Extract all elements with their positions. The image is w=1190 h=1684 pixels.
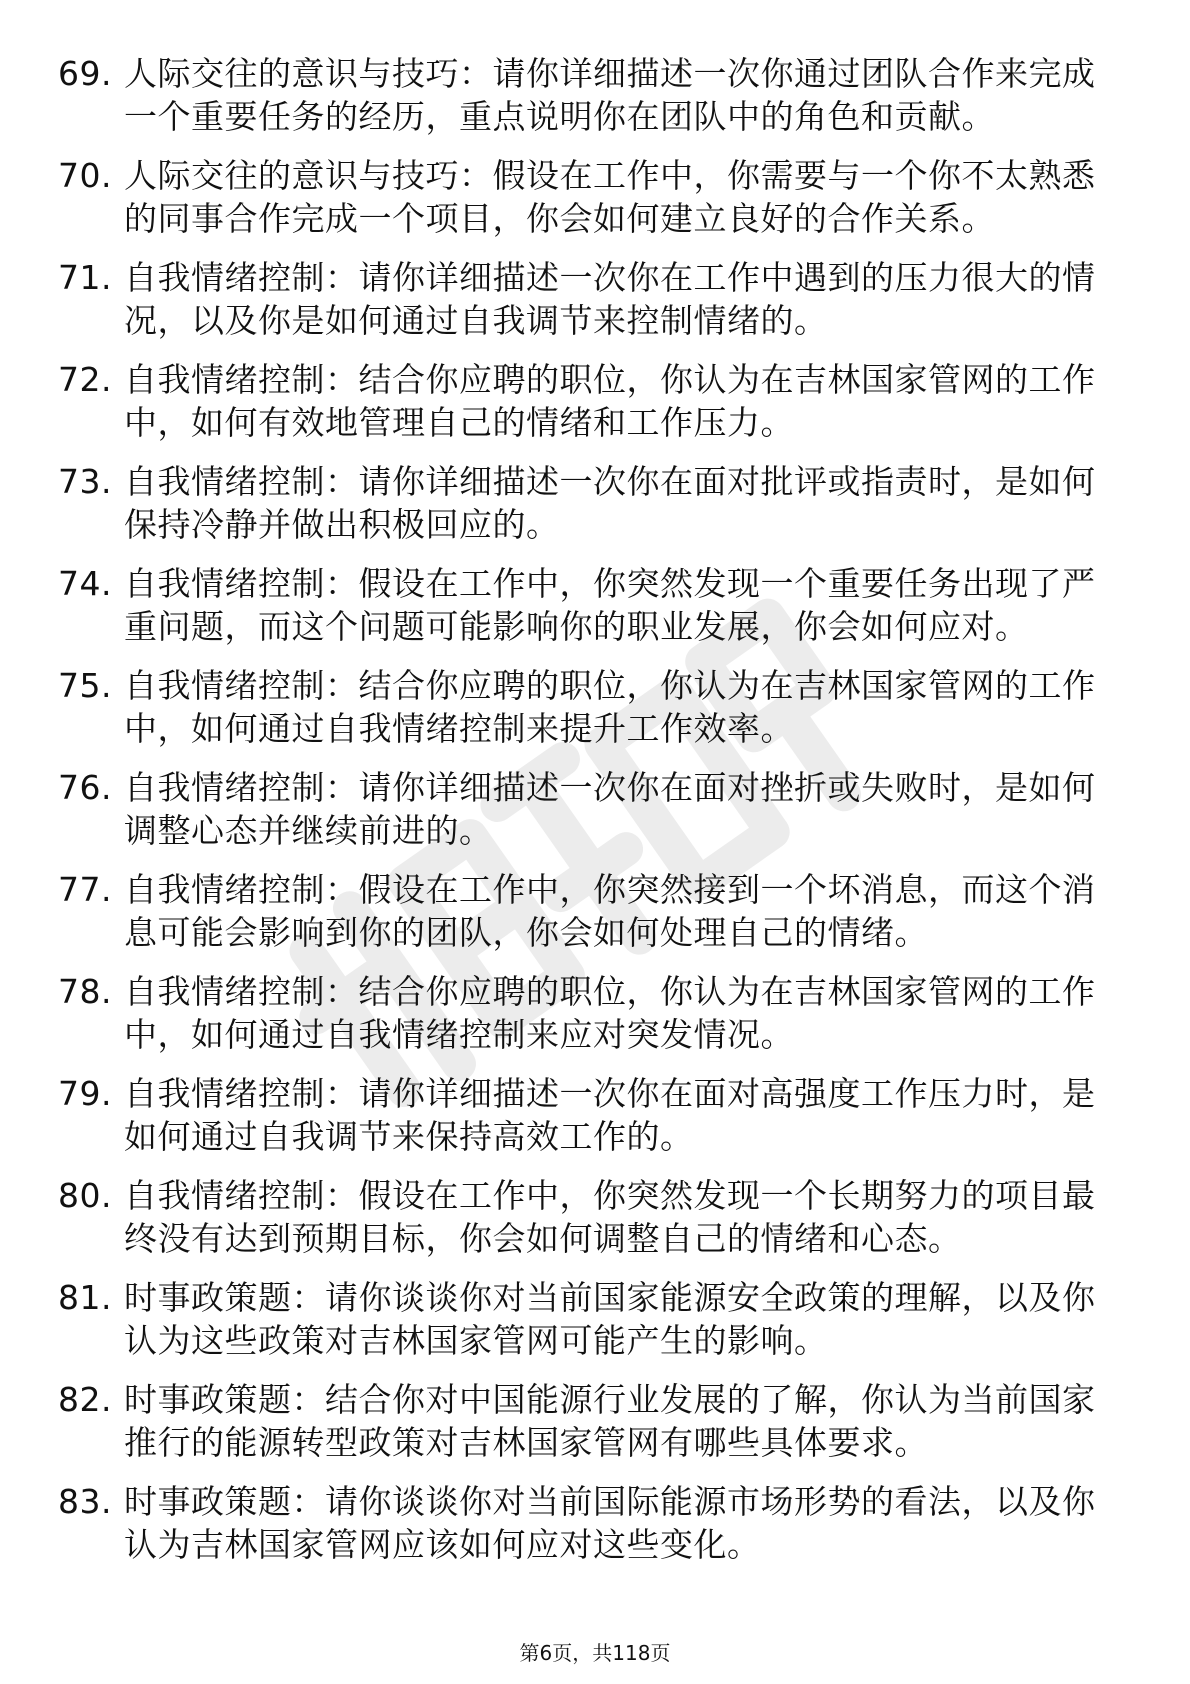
question-item-83 xyxy=(58,1480,1118,1566)
question-item-74 xyxy=(58,562,1118,648)
question-number: 76. xyxy=(58,768,112,807)
question-text: 时事政策题：结合你对中国能源行业发展的了解，你认为当前国家推行的能源转型政策对吉林国家管网有哪些具体要求。 xyxy=(124,1380,1096,1462)
question-text: 自我情绪控制：结合你应聘的职位，你认为在吉林国家管网的工作中，如何通过自我情绪控制来提升工作效率。 xyxy=(124,666,1096,748)
question-list xyxy=(58,52,1118,1582)
question-text: 自我情绪控制：假设在工作中，你突然发现一个重要任务出现了严重问题，而这个问题可能影响你的职业发展，你会如何应对。 xyxy=(124,564,1096,646)
question-number: 82. xyxy=(58,1380,112,1419)
question-number: 80. xyxy=(58,1176,112,1215)
question-number: 70. xyxy=(58,156,112,195)
question-text: 自我情绪控制：请你详细描述一次你在面对挫折或失败时，是如何调整心态并继续前进的。 xyxy=(124,768,1096,850)
question-number: 71. xyxy=(58,258,112,297)
question-item-80 xyxy=(58,1174,1118,1260)
question-item-79 xyxy=(58,1072,1118,1158)
question-text: 人际交往的意识与技巧：假设在工作中，你需要与一个你不太熟悉的同事合作完成一个项目，你会如何建立良好的合作关系。 xyxy=(124,156,1096,238)
question-number: 83. xyxy=(58,1482,112,1521)
question-item-70 xyxy=(58,154,1118,240)
question-item-75 xyxy=(58,664,1118,750)
page-number-label: 第6页，共118页 xyxy=(519,1641,671,1665)
question-item-78 xyxy=(58,970,1118,1056)
question-number: 78. xyxy=(58,972,112,1011)
question-text: 时事政策题：请你谈谈你对当前国际能源市场形势的看法，以及你认为吉林国家管网应该如何应对这些变化。 xyxy=(124,1482,1096,1564)
question-item-77 xyxy=(58,868,1118,954)
question-text: 自我情绪控制：请你详细描述一次你在面对高强度工作压力时，是如何通过自我调节来保持高效工作的。 xyxy=(124,1074,1096,1156)
question-item-69 xyxy=(58,52,1118,138)
question-text: 时事政策题：请你谈谈你对当前国家能源安全政策的理解，以及你认为这些政策对吉林国家管网可能产生的影响。 xyxy=(124,1278,1096,1360)
question-number: 73. xyxy=(58,462,112,501)
question-number: 79. xyxy=(58,1074,112,1113)
question-text: 自我情绪控制：请你详细描述一次你在面对批评或指责时，是如何保持冷静并做出积极回应的。 xyxy=(124,462,1096,544)
question-number: 75. xyxy=(58,666,112,705)
question-item-76 xyxy=(58,766,1118,852)
question-number: 69. xyxy=(58,54,112,93)
question-number: 77. xyxy=(58,870,112,909)
question-number: 81. xyxy=(58,1278,112,1317)
question-text: 自我情绪控制：结合你应聘的职位，你认为在吉林国家管网的工作中，如何通过自我情绪控制来应对突发情况。 xyxy=(124,972,1096,1054)
question-item-73 xyxy=(58,460,1118,546)
question-item-82 xyxy=(58,1378,1118,1464)
question-text: 自我情绪控制：假设在工作中，你突然发现一个长期努力的项目最终没有达到预期目标，你会如何调整自己的情绪和心态。 xyxy=(124,1176,1096,1258)
question-text: 自我情绪控制：假设在工作中，你突然接到一个坏消息，而这个消息可能会影响到你的团队，你会如何处理自己的情绪。 xyxy=(124,870,1096,952)
question-item-81 xyxy=(58,1276,1118,1362)
question-text: 自我情绪控制：请你详细描述一次你在工作中遇到的压力很大的情况，以及你是如何通过自我调节来控制情绪的。 xyxy=(124,258,1096,340)
question-item-72 xyxy=(58,358,1118,444)
question-number: 72. xyxy=(58,360,112,399)
question-text: 自我情绪控制：结合你应聘的职位，你认为在吉林国家管网的工作中，如何有效地管理自己的情绪和工作压力。 xyxy=(124,360,1096,442)
page-footer xyxy=(0,1637,1190,1666)
question-text: 人际交往的意识与技巧：请你详细描述一次你通过团队合作来完成一个重要任务的经历，重点说明你在团队中的角色和贡献。 xyxy=(124,54,1096,136)
question-number: 74. xyxy=(58,564,112,603)
question-item-71 xyxy=(58,256,1118,342)
